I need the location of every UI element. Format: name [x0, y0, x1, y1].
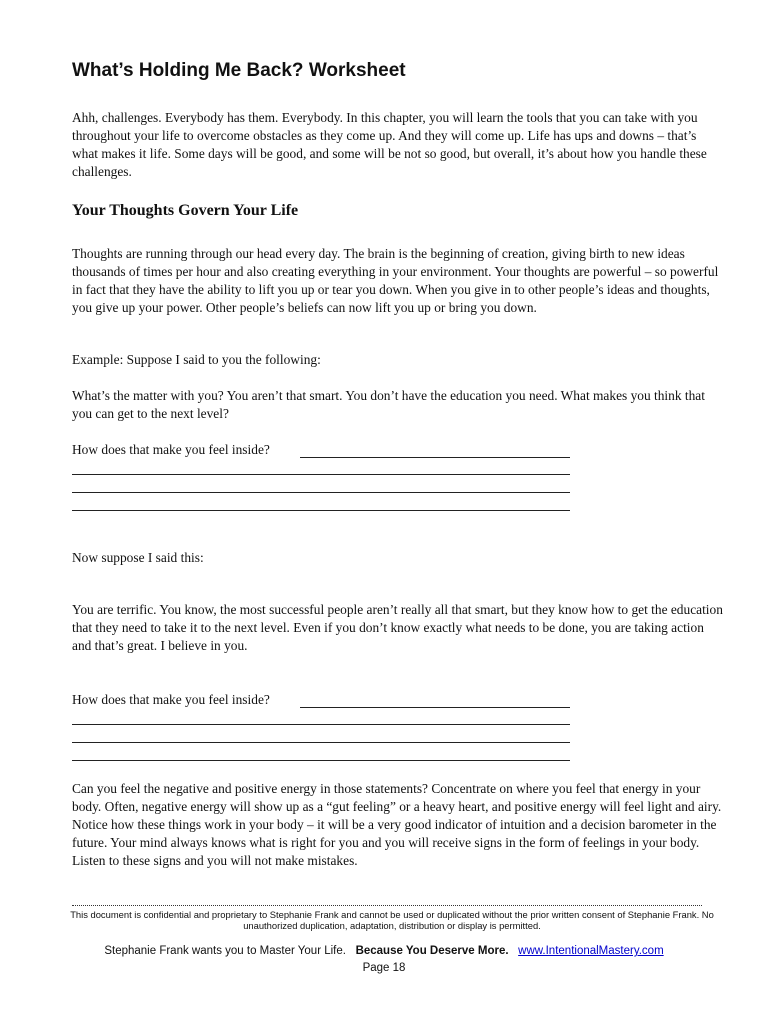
confidential-notice: This document is confidential and proprietary to Stephanie Frank and cannot be used or duplicated without the prior written consent of Stephanie Frank. No unauthorized duplication, adaptation, distribution or display is permitted.: [70, 909, 714, 931]
answer-1-line-2[interactable]: [72, 474, 570, 475]
answer-2-line-3[interactable]: [72, 742, 570, 743]
intro-paragraph: Ahh, challenges. Everybody has them. Everybody. In this chapter, you will learn the tools that you can take with you throughout your life to overcome obstacles as they come up. And they will come up. Life has ups and downs – that’s what makes it life. Some days will be good, and some will be not so good, but overall, it’s about how you handle these challenges.: [72, 110, 707, 179]
question-2-label: How does that make you feel inside?: [72, 692, 270, 707]
negative-statement: What’s the matter with you? You aren’t that smart. You don’t have the education you need. What makes you think that you can get to the next level?: [72, 388, 705, 421]
answer-1-line-1[interactable]: [300, 457, 570, 458]
closing-paragraph: Can you feel the negative and positive energy in those statements? Concentrate on where you feel that energy in your body. Often, negative energy will show up as a “gut feeling” or a heavy heart, and positive energy will feel light and airy. Notice how these things work in your body – it will be a very good indicator of intuition and a decision barometer in the future. Your mind always knows what is right for you and you will receive signs in the form of feelings in your body. Listen to these signs and you will not make mistakes.: [72, 781, 722, 868]
answer-2-line-4[interactable]: [72, 760, 570, 761]
website-link[interactable]: www.IntentionalMastery.com: [518, 945, 664, 957]
tagline-bold: Because You Deserve More.: [355, 945, 509, 957]
footer-divider: [72, 905, 702, 906]
page-title: What’s Holding Me Back? Worksheet: [72, 60, 406, 81]
answer-2-line-2[interactable]: [72, 724, 570, 725]
question-1-label: How does that make you feel inside?: [72, 442, 270, 457]
example-intro: Example: Suppose I said to you the following:: [72, 352, 321, 367]
now-suppose-text: Now suppose I said this:: [72, 550, 204, 565]
footer-tagline: [0, 945, 768, 957]
tagline-text: Stephanie Frank wants you to Master Your Life.: [104, 945, 346, 957]
answer-1-line-4[interactable]: [72, 510, 570, 511]
section-heading: Your Thoughts Govern Your Life: [72, 202, 299, 219]
answer-1-line-3[interactable]: [72, 492, 570, 493]
answer-2-line-1[interactable]: [300, 707, 570, 708]
positive-statement: You are terrific. You know, the most successful people aren’t really all that smart, but they know how to get the education that they need to take it to the next level. Even if you don’t know exactly what needs to be done, you are taking action and that’s great. I believe in you.: [72, 602, 723, 653]
page-number: Page 18: [362, 962, 406, 974]
thoughts-paragraph: Thoughts are running through our head every day. The brain is the beginning of creation, giving birth to new ideas thousands of times per hour and also creating everything in your environment. Your thoughts are powerful – so powerful in fact that they have the ability to lift you up or tear you down. When you give in to other people’s ideas and thoughts, you give up your power. Other people’s beliefs can now lift you up or bring you down.: [72, 246, 719, 315]
